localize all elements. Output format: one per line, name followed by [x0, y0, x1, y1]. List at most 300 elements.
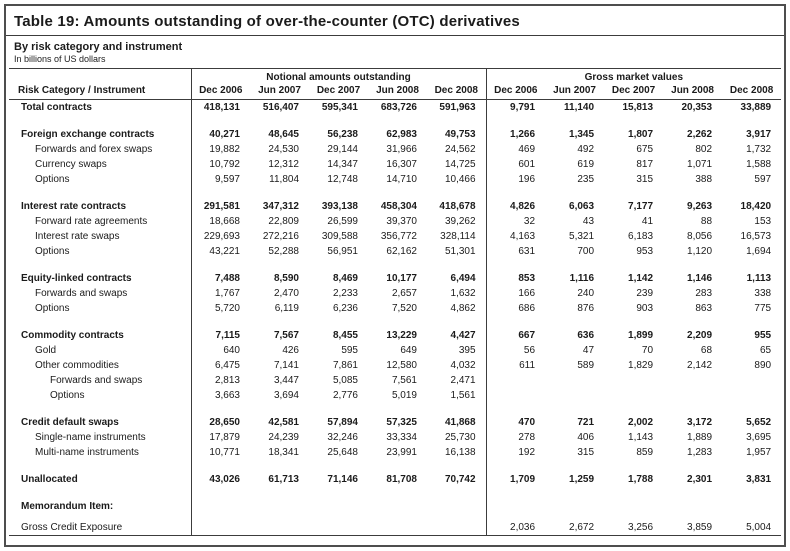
gross-value: 315	[577, 447, 595, 458]
notional-value: 272,216	[262, 231, 299, 242]
gross-value: 1,113	[746, 273, 772, 284]
row-label: Equity-linked contracts	[9, 271, 191, 286]
gross-value: 7,177	[628, 201, 654, 212]
gross-value: 56	[523, 345, 536, 356]
row-label: Forwards and swaps	[9, 286, 191, 301]
row-label: Unallocated	[9, 472, 191, 487]
notional-value: 5,720	[214, 303, 240, 314]
gross-value	[545, 388, 604, 403]
notional-value: 56,951	[327, 246, 358, 257]
row-label: Memorandum Item:	[9, 499, 191, 514]
gross-value: 8,056	[687, 231, 713, 242]
spacer-row	[9, 316, 781, 328]
notional-value	[250, 499, 309, 514]
table-row	[9, 472, 781, 487]
gross-value: 18,420	[740, 201, 772, 212]
gross-value: 589	[577, 360, 595, 371]
gross-value: 166	[518, 288, 536, 299]
spacer-cell	[191, 460, 486, 472]
gross-value: 4,163	[510, 231, 536, 242]
notional-value: 418,131	[203, 102, 240, 113]
notional-value	[309, 499, 368, 514]
table-row	[9, 445, 781, 460]
spacer-cell	[486, 487, 781, 499]
table-row	[9, 286, 781, 301]
notional-value: 7,861	[332, 360, 358, 371]
notional-value: 7,141	[273, 360, 299, 371]
column-header: Dec 2008	[427, 84, 486, 100]
notional-value: 649	[400, 345, 417, 356]
gross-value: 1,146	[687, 273, 713, 284]
gross-value: 876	[577, 303, 595, 314]
gross-value: 2,209	[687, 330, 713, 341]
notional-value: 1,561	[427, 388, 486, 403]
row-label: Interest rate contracts	[9, 199, 191, 214]
gross-value	[604, 388, 663, 403]
notional-value: 328,114	[427, 229, 486, 244]
spacer-cell	[191, 187, 486, 199]
table-row	[9, 244, 781, 259]
notional-value: 683,726	[380, 102, 417, 113]
notional-value: 17,879	[209, 432, 240, 443]
gross-value: 240	[577, 288, 595, 299]
notional-value: 24,562	[427, 142, 486, 157]
gross-value: 700	[577, 246, 595, 257]
gross-value: 1,829	[628, 360, 654, 371]
column-header: Dec 2006	[486, 84, 545, 100]
gross-value: 235	[577, 174, 595, 185]
gross-value: 283	[695, 288, 713, 299]
notional-value: 3,694	[273, 390, 299, 401]
gross-value: 1,807	[628, 129, 654, 140]
notional-value: 2,470	[273, 288, 299, 299]
spacer-cell	[9, 187, 191, 199]
notional-value: 12,580	[386, 360, 417, 371]
notional-value: 14,347	[327, 159, 358, 170]
notional-value: 43,026	[209, 474, 240, 485]
notional-value: 22,809	[268, 216, 299, 227]
notional-value: 291,581	[203, 201, 240, 212]
gross-value: 70	[641, 345, 654, 356]
row-label: Options	[9, 172, 191, 187]
notional-value: 41,868	[427, 415, 486, 430]
notional-value: 14,710	[386, 174, 417, 185]
gross-value: 1,709	[510, 474, 536, 485]
gross-value: 2,672	[569, 522, 595, 533]
spacer-cell	[9, 403, 191, 415]
gross-value: 15,813	[622, 102, 654, 113]
column-header: Jun 2008	[368, 84, 427, 100]
notional-value: 10,177	[386, 273, 417, 284]
notional-value: 14,725	[427, 157, 486, 172]
gross-value	[722, 388, 781, 403]
spacer-cell	[486, 460, 781, 472]
notional-value: 28,650	[209, 417, 240, 428]
table-row	[9, 343, 781, 358]
document-frame	[4, 4, 786, 547]
gross-value: 1,143	[628, 432, 654, 443]
notional-value: 16,138	[427, 445, 486, 460]
notional-value: 2,471	[427, 373, 486, 388]
gross-value	[486, 388, 545, 403]
notional-value: 393,138	[321, 201, 358, 212]
gross-value: 47	[582, 345, 595, 356]
row-label: Multi-name instruments	[9, 445, 191, 460]
notional-value: 6,475	[214, 360, 240, 371]
notional-value: 12,312	[268, 159, 299, 170]
table-row	[9, 214, 781, 229]
notional-value: 51,301	[427, 244, 486, 259]
notional-value: 40,271	[209, 129, 240, 140]
notional-value: 18,668	[209, 216, 240, 227]
row-label: Options	[9, 244, 191, 259]
gross-value: 20,353	[681, 102, 713, 113]
notional-value: 6,494	[427, 271, 486, 286]
gross-value: 16,573	[740, 231, 772, 242]
spacer-cell	[191, 487, 486, 499]
gross-value	[663, 388, 722, 403]
column-header: Dec 2007	[604, 84, 663, 100]
row-label: Credit default swaps	[9, 415, 191, 430]
notional-value: 8,590	[273, 273, 299, 284]
notional-value: 1,632	[427, 286, 486, 301]
notional-value	[427, 499, 486, 514]
notional-value: 4,427	[427, 328, 486, 343]
gross-value: 953	[636, 246, 654, 257]
spacer-row	[9, 460, 781, 472]
gross-value: 2,262	[687, 129, 713, 140]
table-row	[9, 301, 781, 316]
gross-value: 1,957	[746, 447, 772, 458]
notional-value: 62,162	[386, 246, 417, 257]
gross-value: 1,071	[687, 159, 713, 170]
gross-value: 32	[523, 216, 536, 227]
notional-value: 229,693	[203, 231, 240, 242]
gross-value: 775	[754, 303, 772, 314]
notional-value: 32,246	[327, 432, 358, 443]
group-header-gross: Gross market values	[584, 72, 684, 83]
gross-value: 1,142	[628, 273, 654, 284]
gross-value: 863	[695, 303, 713, 314]
group-header-row	[9, 69, 781, 85]
gross-value: 2,036	[510, 522, 536, 533]
notional-value: 3,447	[273, 375, 299, 386]
notional-value: 43,221	[209, 246, 240, 257]
gross-value	[722, 373, 781, 388]
notional-value: 11,804	[269, 174, 299, 185]
gross-value: 597	[754, 174, 772, 185]
column-header: Dec 2007	[309, 84, 368, 100]
group-header-notional: Notional amounts outstanding	[191, 69, 486, 85]
gross-value: 43	[582, 216, 595, 227]
gross-value	[486, 499, 545, 514]
notional-value: 3,663	[214, 390, 240, 401]
gross-value: 1,120	[687, 246, 713, 257]
table-row	[9, 358, 781, 373]
gross-value: 903	[636, 303, 654, 314]
notional-value	[309, 520, 368, 536]
notional-value: 39,370	[386, 216, 417, 227]
notional-value: 7,561	[391, 375, 417, 386]
gross-value	[663, 499, 722, 514]
otc-derivatives-table	[9, 68, 781, 536]
gross-value: 817	[636, 159, 654, 170]
gross-value: 955	[754, 330, 772, 341]
gross-value: 1,266	[510, 129, 536, 140]
row-label: Total contracts	[9, 100, 191, 116]
spacer-row	[9, 259, 781, 271]
gross-value: 1,283	[687, 447, 713, 458]
gross-value: 388	[695, 174, 713, 185]
gross-value: 636	[577, 330, 595, 341]
notional-value: 2,233	[332, 288, 358, 299]
gross-value: 675	[636, 144, 654, 155]
table-row	[9, 199, 781, 214]
notional-value: 347,312	[262, 201, 299, 212]
gross-value: 239	[636, 288, 654, 299]
gross-value: 338	[754, 288, 772, 299]
gross-value: 1,899	[628, 330, 654, 341]
row-label: Forwards and swaps	[9, 373, 191, 388]
spacer-row	[9, 487, 781, 499]
spacer-row	[9, 187, 781, 199]
gross-value: 88	[700, 216, 713, 227]
table-row	[9, 499, 781, 514]
notional-value: 25,648	[327, 447, 358, 458]
row-label: Foreign exchange contracts	[9, 127, 191, 142]
table-row	[9, 430, 781, 445]
table-row	[9, 373, 781, 388]
row-label: Commodity contracts	[9, 328, 191, 343]
notional-value: 48,645	[268, 129, 299, 140]
spacer-cell	[9, 259, 191, 271]
gross-value: 611	[519, 360, 536, 371]
notional-value: 6,119	[274, 303, 299, 314]
gross-value	[663, 373, 722, 388]
notional-value: 591,963	[427, 100, 486, 116]
notional-value: 56,238	[327, 129, 358, 140]
notional-value: 4,862	[427, 301, 486, 316]
spacer-cell	[486, 403, 781, 415]
row-label: Forwards and forex swaps	[9, 142, 191, 157]
unit-note: In billions of US dollars	[14, 54, 106, 64]
spacer-cell	[486, 259, 781, 271]
notional-value: 516,407	[262, 102, 299, 113]
notional-value: 309,588	[321, 231, 358, 242]
row-header-label: Risk Category / Instrument	[9, 69, 191, 100]
table-row	[9, 142, 781, 157]
notional-value: 7,115	[215, 330, 240, 341]
notional-value: 18,341	[268, 447, 299, 458]
spacer-cell	[191, 316, 486, 328]
spacer-cell	[486, 187, 781, 199]
notional-value: 62,983	[386, 129, 417, 140]
gross-value: 859	[636, 447, 654, 458]
page-subtitle: By risk category and instrument	[14, 41, 183, 53]
gross-value: 2,002	[628, 417, 654, 428]
gross-value: 1,694	[746, 246, 772, 257]
notional-value: 10,792	[209, 159, 240, 170]
row-label: Options	[9, 301, 191, 316]
gross-value: 406	[577, 432, 595, 443]
gross-value: 667	[518, 330, 536, 341]
notional-value: 19,882	[209, 144, 240, 155]
gross-value: 2,142	[687, 360, 713, 371]
notional-value: 10,466	[427, 172, 486, 187]
notional-value: 42,581	[268, 417, 299, 428]
notional-value	[427, 520, 486, 536]
notional-value: 16,307	[386, 159, 417, 170]
gross-value: 3,172	[687, 417, 713, 428]
spacer-row	[9, 115, 781, 127]
column-header: Jun 2007	[545, 84, 604, 100]
table-row	[9, 328, 781, 343]
table-row	[9, 100, 781, 116]
notional-value: 4,032	[427, 358, 486, 373]
column-header: Jun 2008	[663, 84, 722, 100]
notional-value: 2,813	[214, 375, 240, 386]
spacer-cell	[9, 487, 191, 499]
table-row	[9, 172, 781, 187]
notional-value: 8,469	[332, 273, 358, 284]
gross-value: 6,063	[569, 201, 595, 212]
gross-value	[486, 373, 545, 388]
table-header	[9, 69, 781, 100]
spacer-cell	[9, 316, 191, 328]
row-label: Single-name instruments	[9, 430, 191, 445]
gross-value: 5,321	[569, 231, 595, 242]
gross-value	[545, 373, 604, 388]
spacer-cell	[191, 403, 486, 415]
row-label: Interest rate swaps	[9, 229, 191, 244]
gross-value: 3,831	[746, 474, 772, 485]
gross-value: 686	[518, 303, 536, 314]
spacer-cell	[191, 115, 486, 127]
gross-value: 619	[577, 159, 595, 170]
gross-value: 1,345	[569, 129, 595, 140]
table-row	[9, 127, 781, 142]
notional-value: 39,262	[427, 214, 486, 229]
gross-value: 68	[700, 345, 713, 356]
table-row	[9, 388, 781, 403]
gross-value: 3,256	[628, 522, 654, 533]
gross-value: 470	[518, 417, 536, 428]
notional-value: 61,713	[268, 474, 299, 485]
spacer-cell	[191, 259, 486, 271]
row-label: Gross Credit Exposure	[9, 520, 191, 536]
notional-value	[191, 520, 250, 536]
column-header: Dec 2008	[722, 84, 781, 100]
table-body	[9, 100, 781, 536]
notional-value: 10,771	[209, 447, 240, 458]
gross-value: 1,259	[569, 474, 595, 485]
table-row	[9, 520, 781, 536]
row-label: Other commodities	[9, 358, 191, 373]
gross-value	[604, 373, 663, 388]
notional-value: 57,325	[386, 417, 417, 428]
gross-value: 1,116	[569, 273, 595, 284]
notional-value: 52,288	[268, 246, 299, 257]
row-label: Currency swaps	[9, 157, 191, 172]
gross-value: 11,140	[564, 102, 595, 113]
gross-value: 1,588	[746, 159, 772, 170]
column-header: Dec 2006	[191, 84, 250, 100]
gross-value: 5,004	[746, 522, 772, 533]
notional-value: 2,776	[332, 390, 358, 401]
table-row	[9, 415, 781, 430]
notional-value: 356,772	[380, 231, 417, 242]
gross-value: 6,183	[628, 231, 654, 242]
notional-value: 426	[282, 345, 299, 356]
notional-value: 7,567	[273, 330, 299, 341]
notional-value: 23,991	[386, 447, 417, 458]
notional-value: 6,236	[332, 303, 358, 314]
notional-value	[250, 520, 309, 536]
gross-value: 9,791	[510, 102, 536, 113]
notional-value: 57,894	[327, 417, 358, 428]
gross-value: 192	[518, 447, 536, 458]
gross-value: 3,859	[687, 522, 713, 533]
notional-value: 26,599	[327, 216, 358, 227]
gross-value: 469	[518, 144, 536, 155]
notional-value	[368, 520, 427, 536]
row-label: Gold	[9, 343, 191, 358]
notional-value: 458,304	[380, 201, 417, 212]
notional-value: 13,229	[386, 330, 417, 341]
table-row	[9, 229, 781, 244]
gross-value: 41	[641, 216, 654, 227]
spacer-cell	[486, 316, 781, 328]
gross-value: 153	[754, 216, 772, 227]
notional-value: 31,966	[386, 144, 417, 155]
page-title: Table 19: Amounts outstanding of over-the-counter (OTC) derivatives	[6, 6, 784, 36]
notional-value: 418,678	[427, 199, 486, 214]
gross-value: 5,652	[746, 417, 772, 428]
notional-value: 2,657	[391, 288, 417, 299]
spacer-cell	[9, 460, 191, 472]
notional-value: 5,085	[332, 375, 358, 386]
gross-value	[722, 499, 781, 514]
notional-value: 8,455	[332, 330, 358, 341]
gross-value: 802	[695, 144, 713, 155]
gross-value: 4,826	[510, 201, 536, 212]
gross-value: 65	[759, 345, 772, 356]
notional-value: 12,748	[327, 174, 358, 185]
column-header: Jun 2007	[250, 84, 309, 100]
gross-value: 890	[754, 360, 772, 371]
notional-value: 24,530	[268, 144, 299, 155]
notional-value: 24,239	[268, 432, 299, 443]
notional-value: 70,742	[427, 472, 486, 487]
notional-value: 9,597	[214, 174, 240, 185]
gross-value	[604, 499, 663, 514]
gross-value	[545, 499, 604, 514]
notional-value: 29,144	[327, 144, 358, 155]
spacer-cell	[9, 115, 191, 127]
notional-value: 7,520	[391, 303, 417, 314]
gross-value: 601	[518, 159, 536, 170]
spacer-row	[9, 403, 781, 415]
gross-value: 1,732	[746, 144, 772, 155]
gross-value: 3,695	[746, 432, 772, 443]
table-row	[9, 157, 781, 172]
gross-value: 1,788	[628, 474, 654, 485]
row-label: Forward rate agreements	[9, 214, 191, 229]
notional-value: 25,730	[427, 430, 486, 445]
notional-value	[368, 499, 427, 514]
notional-value: 640	[223, 345, 240, 356]
gross-value: 492	[577, 144, 595, 155]
